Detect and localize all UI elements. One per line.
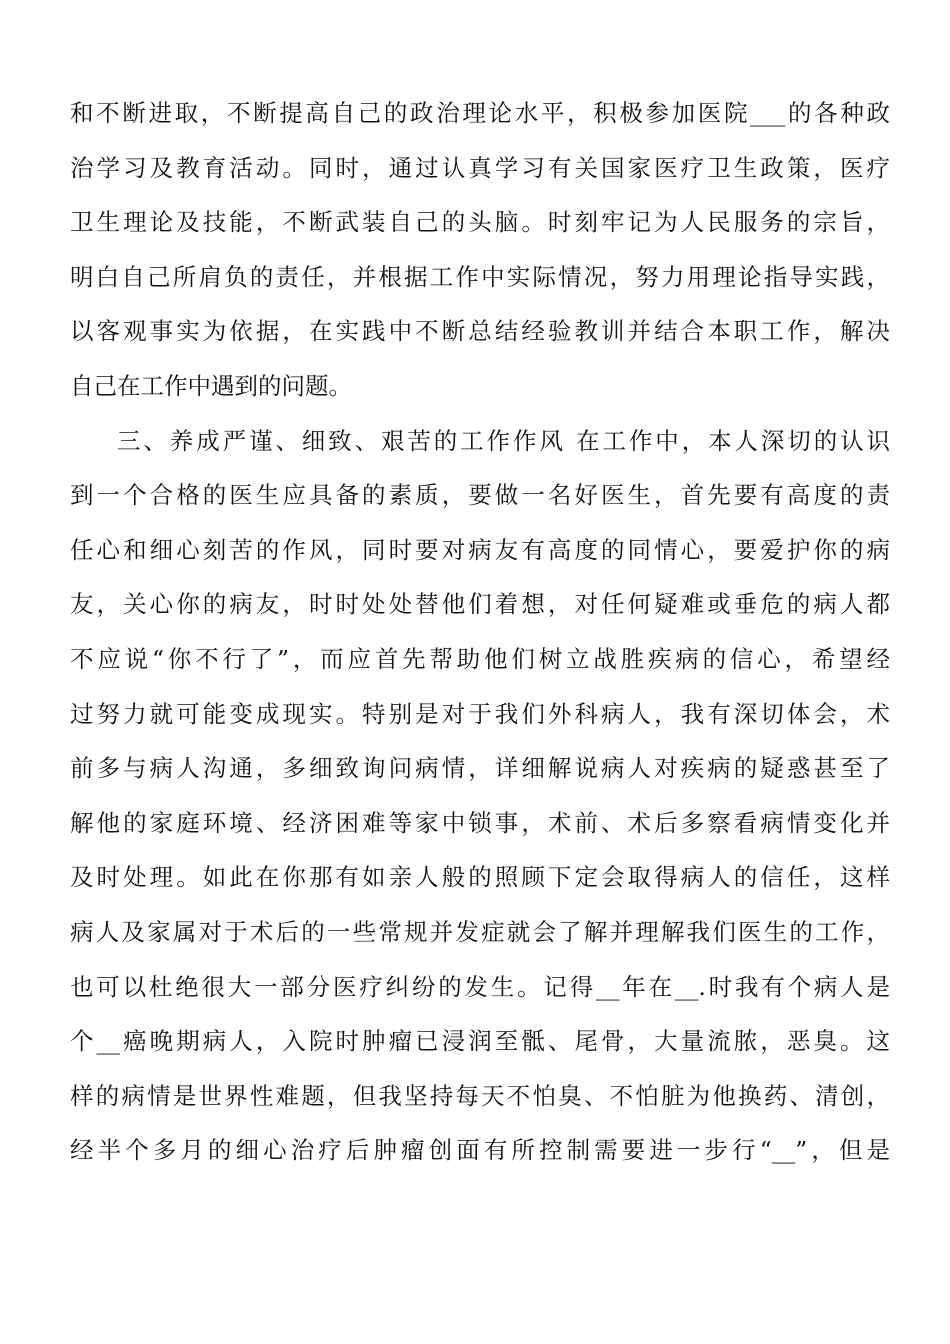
text-line: 任心和细心刻苦的作风，同时要对病友有高度的同情心，要爱护你的病 — [70, 535, 890, 564]
text-line: 到一个合格的医生应具备的素质，要做一名好医生，首先要有高度的责 — [70, 481, 890, 510]
text-line: 及时处理。如此在你那有如亲人般的照顾下定会取得病人的信任，这样 — [70, 863, 890, 892]
text-line: 解他的家庭环境、经济困难等家中锁事，术前、术后多察看病情变化并 — [70, 808, 890, 837]
text-line: 友，关心你的病友，时时处处替他们着想，对任何疑难或垂危的病人都 — [70, 590, 890, 619]
text-line: 个__癌晚期病人，入院时肿瘤已浸润至骶、尾骨，大量流脓，恶臭。这 — [70, 1027, 890, 1056]
text-line: 样的病情是世界性难题，但我坚持每天不怕臭、不怕脏为他换药、清创， — [70, 1081, 890, 1110]
text-line: 过努力就可能变成现实。特别是对于我们外科病人，我有深切体会，术 — [70, 699, 890, 728]
text-line: 也可以杜绝很大一部分医疗纠纷的发生。记得__年在__.时我有个病人是 — [70, 972, 890, 1001]
section-heading-line: 三、养成严谨、细致、艰苦的工作作风 在工作中，本人深切的认识 — [117, 426, 890, 455]
text-line: 不应说“你不行了”，而应首先帮助他们树立战胜疾病的信心，希望经 — [70, 644, 890, 673]
text-line: 明白自己所肩负的责任，并根据工作中实际情况，努力用理论指导实践， — [70, 262, 890, 291]
text-line: 病人及家属对于术后的一些常规并发症就会了解并理解我们医生的工作， — [70, 917, 890, 946]
text-line: 以客观事实为依据，在实践中不断总结经验教训并结合本职工作，解决 — [70, 317, 890, 346]
text-line: 自己在工作中遇到的问题。 — [70, 371, 352, 400]
text-line: 前多与病人沟通，多细致询问病情，详细解说病人对疾病的疑惑甚至了 — [70, 754, 890, 783]
text-line: 和不断进取，不断提高自己的政治理论水平，积极参加医院___的各种政 — [70, 99, 890, 127]
text-line: 经半个多月的细心治疗后肿瘤创面有所控制需要进一步行“__”，但是 — [70, 1136, 890, 1165]
document-body — [70, 86, 890, 1178]
text-line: 卫生理论及技能，不断武装自己的头脑。时刻牢记为人民服务的宗旨， — [70, 208, 890, 237]
text-line: 治学习及教育活动。同时，通过认真学习有关国家医疗卫生政策，医疗 — [70, 153, 890, 182]
